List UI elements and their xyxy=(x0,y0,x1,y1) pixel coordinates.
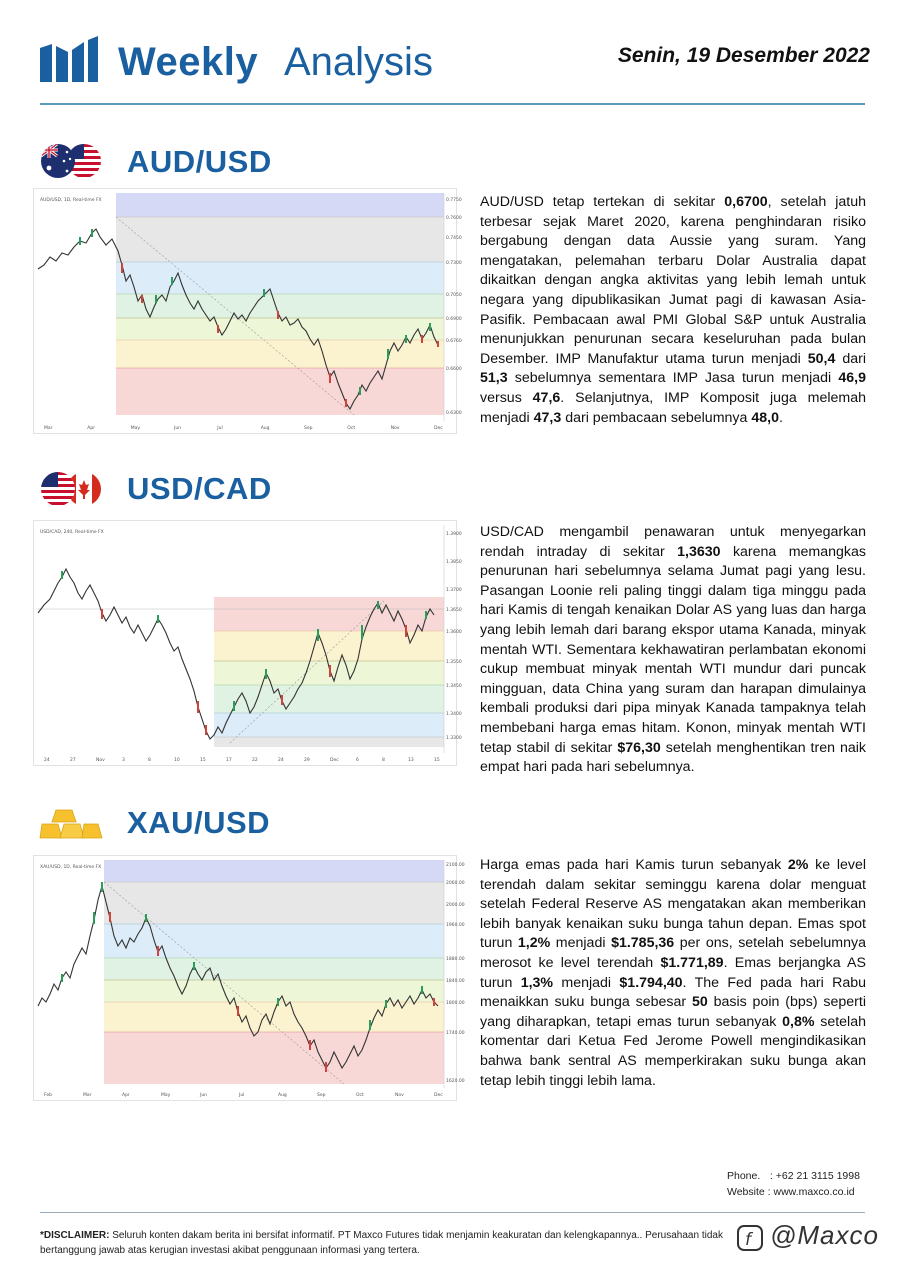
x-axis-label: Oct xyxy=(356,1093,364,1098)
x-axis-label: 17 xyxy=(226,758,232,763)
chart-audusd xyxy=(33,188,462,434)
x-axis-label: 10 xyxy=(174,758,180,763)
chart-xauusd-xlabels xyxy=(44,1092,443,1098)
svg-text:1880.00: 1880.00 xyxy=(446,957,465,962)
x-axis-label: Feb xyxy=(44,1093,52,1098)
svg-text:1840.00: 1840.00 xyxy=(446,979,465,984)
page-header xyxy=(40,30,870,90)
x-axis-label: Aug xyxy=(260,426,270,431)
disclaimer-text: Seluruh konten dakam berita ini bersifat informatif. PT Maxco Futures tidak menjamin keakuratan dan kelengkapannya.. Perusahaan tidak bertanggung jawab atas kerugian investasi akibat penggunaan informasi yang tertera. xyxy=(40,1230,723,1256)
x-axis-label: Nov xyxy=(390,426,400,431)
x-axis-label: 22 xyxy=(252,758,258,763)
x-axis-label: 6 xyxy=(356,758,359,763)
x-axis-label: Sep xyxy=(317,1093,326,1098)
x-axis-label: May xyxy=(161,1093,171,1098)
svg-text:f: f xyxy=(745,1230,751,1250)
x-axis-label: Mar xyxy=(44,426,53,431)
gold-bars-icon xyxy=(40,806,102,840)
chart-xauusd-header: XAU/USD, 1D, Real-time FX xyxy=(40,865,102,870)
svg-text:1.3600: 1.3600 xyxy=(446,630,462,635)
chart-usdcad-xlabels xyxy=(44,757,440,763)
svg-text:1.3850: 1.3850 xyxy=(446,560,462,565)
x-axis-label: Aug xyxy=(278,1093,287,1098)
australia-usa-flags-icon xyxy=(40,143,102,179)
website-label: Website xyxy=(727,1186,765,1198)
paragraph-audusd: AUD/USD tetap tertekan di sekitar 0,6700, setelah jatuh terbesar sejak Maret 2020, karena penghindaran risiko bergabung dengan data Aussie yang suram. Yang mengatakan, pelemahan terbaru Dolar Australia dapat dikaitkan dengan angka aktivitas yang lebih lemah untuk negara yang dipublikasikan Jumat pagi di kawasan Asia-Pasifik. Pembacaan awal PMI Global S&P untuk Australia menunjukkan penurunan secara keseluruhan pada bulan Desember. IMP Manufaktur utama turun menjadi 50,4 dari 51,3 sebelumnya sementara IMP Jasa turun menjadi 46,9 versus 47,6. Selanjutnya, IMP Komposit juga melemah menjadi 47,3 dari pembacaan sebelumnya 48,0. xyxy=(480,194,866,426)
svg-text:1.3300: 1.3300 xyxy=(446,736,462,741)
section-title-audusd: AUD/USD xyxy=(127,144,272,179)
x-axis-label: Apr xyxy=(122,1093,130,1098)
paragraph-xauusd: Harga emas pada hari Kamis turun sebanyak 2% ke level terendah dalam sekitar seminggu karena dolar menguat setelah Federal Reserve AS mengatakan akan memberikan lebih banyak kenaikan suku bunga tahun depan. Emas spot turun 1,2% menjadi $1.785,36 per ons, setelah sebelumnya merosot ke level terendah $1.771,89. Emas berjangka AS turun 1,3% menjadi $1.794,40. The Fed pada hari Rabu menaikkan suku bunga sebesar 50 basis poin (bps) seperti yang diharapkan, tetapi emas turun sebanyak 0,8% setelah komentar dari Ketua Fed Jerome Powell mengindikasikan bahwa bank sentral AS memperkirakan suku bunga akan tetap lebih tinggi lebih lama. xyxy=(480,857,866,1089)
chart-xauusd xyxy=(33,855,465,1101)
section-title-usdcad: USD/CAD xyxy=(127,471,272,506)
x-axis-label: 13 xyxy=(408,758,414,763)
svg-text:0.7300: 0.7300 xyxy=(446,261,462,266)
contact-website xyxy=(727,1184,860,1200)
x-axis-label: Mar xyxy=(83,1093,92,1098)
svg-text:1.3550: 1.3550 xyxy=(446,660,462,665)
section-title-xauusd: XAU/USD xyxy=(127,805,271,840)
svg-text:0.7750: 0.7750 xyxy=(446,198,462,203)
x-axis-label: 24 xyxy=(278,758,284,763)
paragraph-usdcad: USD/CAD mengambil penawaran untuk menyegarkan rendah intraday di sekitar 1,3630 karena memangkas penurunan hari sebelumnya selama Jumat pagi yang lesu. Pasangan Loonie reli paling tinggi dalam tiga minggu pada hari Kamis di tengah kenaikan Dolar AS yang luas dan harga yang lebih lemah dari barang ekspor utama Kanada, minyak mentah WTI. Sementara kekhawatiran perlambatan ekonomi cukup membuat minyak mentah WTI mundur dari puncak mingguan, data China yang suram dan harapan dimulainya kembali produksi dari pipa minyak Kanada tampaknya telah membebani harga emas hitam. Konon, minyak mentah WTI tetap stabil di sekitar $76,30 setelah menghentikan tren naik empat hari pada hari sebelumnya. xyxy=(480,524,867,776)
x-axis-label: Jul xyxy=(239,1093,245,1098)
x-axis-label: Dec xyxy=(434,1093,443,1098)
footer-divider xyxy=(40,1212,865,1213)
website-value: : www.maxco.co.id xyxy=(767,1186,855,1198)
x-axis-label: Sep xyxy=(304,426,313,431)
svg-text:1.3450: 1.3450 xyxy=(446,684,462,689)
phone-label: Phone. xyxy=(727,1170,761,1182)
social-handle[interactable]: @Maxco xyxy=(770,1220,879,1250)
chart-audusd-header: AUD/USD, 1D, Real-time FX xyxy=(40,198,102,203)
svg-text:1620.00: 1620.00 xyxy=(446,1079,465,1084)
x-axis-label: 15 xyxy=(200,758,206,763)
x-axis-label: Apr xyxy=(87,426,96,431)
usa-canada-flags-icon xyxy=(40,471,102,507)
svg-text:1960.00: 1960.00 xyxy=(446,923,465,928)
x-axis-label: 15 xyxy=(434,758,440,763)
svg-text:0.7600: 0.7600 xyxy=(446,216,462,221)
social-icons xyxy=(736,1222,768,1254)
svg-text:1.3650: 1.3650 xyxy=(446,608,462,613)
report-date: Senin, 19 Desember 2022 xyxy=(617,44,870,67)
x-axis-label: Dec xyxy=(330,758,339,763)
x-axis-label: 29 xyxy=(304,758,310,763)
x-axis-label: 8 xyxy=(148,758,151,763)
svg-text:1.3700: 1.3700 xyxy=(446,588,462,593)
x-axis-label: 24 xyxy=(44,758,50,763)
svg-text:2060.00: 2060.00 xyxy=(446,881,465,886)
x-axis-label: May xyxy=(130,426,141,431)
x-axis-label: 3 xyxy=(122,758,125,763)
chart-usdcad-header: USD/CAD, 240, Real-time FX xyxy=(40,530,104,535)
svg-text:0.7050: 0.7050 xyxy=(446,293,462,298)
svg-text:0.7450: 0.7450 xyxy=(446,236,462,241)
svg-text:1.3400: 1.3400 xyxy=(446,712,462,717)
contact-phone xyxy=(727,1168,860,1184)
phone-value: : +62 21 3115 1998 xyxy=(769,1170,860,1182)
chart-usdcad-svg xyxy=(34,521,462,765)
svg-text:1.3900: 1.3900 xyxy=(446,532,462,537)
maxco-logo-icon xyxy=(40,36,98,82)
chart-usdcad xyxy=(33,520,462,766)
chart-xauusd-svg xyxy=(34,856,465,1100)
contact-info xyxy=(727,1168,860,1200)
chart-audusd-xlabels xyxy=(44,425,443,431)
disclaimer-label: *DISCLAIMER: xyxy=(40,1230,110,1241)
x-axis-label: Jul xyxy=(217,426,223,431)
x-axis-label: 8 xyxy=(382,758,385,763)
x-axis-label: Jun xyxy=(200,1093,208,1098)
x-axis-label: Oct xyxy=(347,426,356,431)
x-axis-label: Dec xyxy=(434,426,443,431)
svg-text:2100.00: 2100.00 xyxy=(446,863,465,868)
x-axis-label: 27 xyxy=(70,758,76,763)
svg-text:1740.00: 1740.00 xyxy=(446,1031,465,1036)
svg-text:0.6300: 0.6300 xyxy=(446,411,462,416)
svg-text:2000.00: 2000.00 xyxy=(446,903,465,908)
svg-text:1800.00: 1800.00 xyxy=(446,1001,465,1006)
header-divider xyxy=(40,103,865,105)
svg-text:0.6900: 0.6900 xyxy=(446,317,462,322)
title-weekly: Weekly xyxy=(118,40,259,84)
svg-text:0.6760: 0.6760 xyxy=(446,339,462,344)
chart-audusd-svg xyxy=(34,189,462,433)
x-axis-label: Nov xyxy=(395,1093,404,1098)
disclaimer xyxy=(40,1228,730,1258)
svg-text:0.6600: 0.6600 xyxy=(446,367,462,372)
x-axis-label: Nov xyxy=(96,758,105,763)
x-axis-label: Jun xyxy=(174,426,182,431)
title-analysis: Analysis xyxy=(284,40,433,84)
